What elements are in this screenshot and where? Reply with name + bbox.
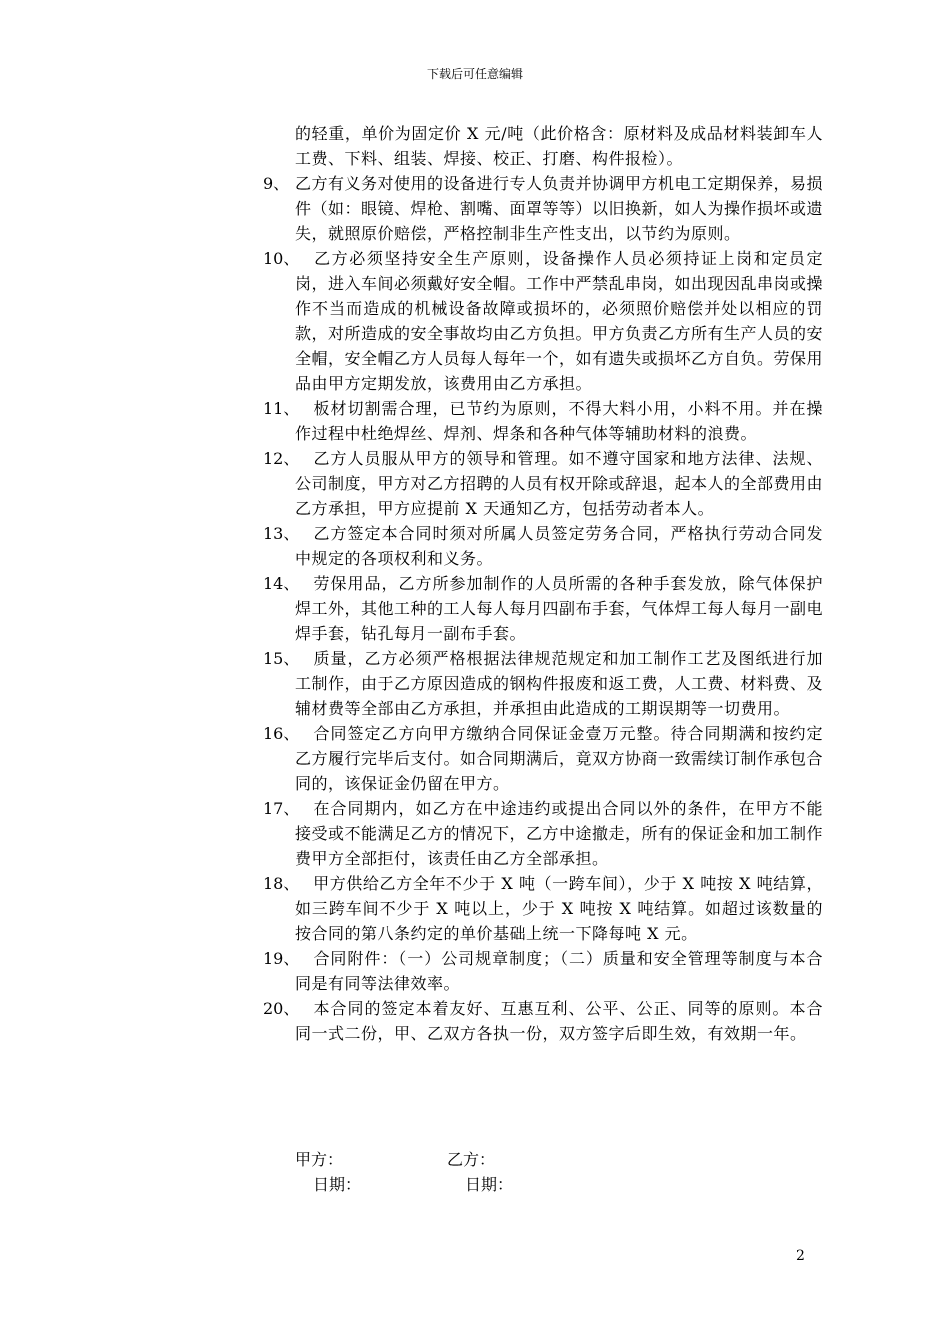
clause-number: 16、 bbox=[263, 724, 300, 743]
clause-text-body: 乙方人员服从甲方的领导和管理。如不遵守国家和地方法律、法规、公司制度，甲方对乙方招聘的人员有权开除或辞退，起本人的全部费用由乙方承担，甲方应提前 X 天通知乙方，包括劳动者本人。 bbox=[295, 449, 824, 518]
clause-text bbox=[295, 946, 823, 996]
signature-block bbox=[295, 1147, 599, 1197]
clause-text-body: 乙方必须坚持安全生产原则，设备操作人员必须持证上岗和定员定岗，进入车间必须戴好安全帽。工作中严禁乱串岗，如出现因乱串岗或操作不当而造成的机械设备故障或损坏的，必须照价赔偿并处以相应的罚款，对所造成的安全事故均由乙方负担。甲方负责乙方所有生产人员的安全帽，安全帽乙方人员每人每年一个，如有遗失或损坏乙方自负。劳保用品由甲方定期发放，该费用由乙方承担。 bbox=[295, 249, 824, 393]
clause-number: 19、 bbox=[263, 949, 300, 968]
clause-number: 11、 bbox=[263, 399, 300, 418]
clause-text-body: 甲方供给乙方全年不少于 X 吨（一跨车间），少于 X 吨按 X 吨结算，如三跨车间不少于 X 吨以上，少于 X 吨按 X 吨结算。如超过该数量的按合同的第八条约定的单价基础上统一下降每吨 X 元。 bbox=[295, 874, 823, 943]
clause-number: 18、 bbox=[263, 874, 300, 893]
clause-19 bbox=[263, 946, 823, 996]
party-a-label: 甲方： bbox=[295, 1150, 344, 1169]
clause-12 bbox=[263, 446, 823, 521]
clause-14 bbox=[263, 571, 823, 646]
clause-text bbox=[295, 721, 823, 796]
clause-text-body: 质量，乙方必须严格根据法律规范规定和加工制作工艺及图纸进行加工制作，由于乙方原因造成的钢构件报废和返工费，人工费、材料费、及辅材费等全部由乙方承担，并承担由此造成的工期误期等一切费用。 bbox=[295, 649, 824, 718]
clause-number: 10、 bbox=[263, 249, 300, 268]
clause-number: 15、 bbox=[263, 649, 300, 668]
clause-18 bbox=[263, 871, 823, 946]
clause-number: 14、 bbox=[263, 574, 300, 593]
page-header: 下载后可任意编辑 bbox=[426, 67, 523, 81]
clause-text-body: 乙方签定本合同时须对所属人员签定劳务合同，严格执行劳动合同发中规定的各项权利和义务。 bbox=[295, 524, 823, 568]
clause-text: 乙方有义务对使用的设备进行专人负责并协调甲方机电工定期保养，易损件（如：眼镜、焊枪、割嘴、面罩等等）以旧换新，如人为操作损坏或遗失，就照原价赔偿，严格控制非生产性支出，以节约为原则。 bbox=[295, 174, 824, 243]
date-a-label: 日期： bbox=[313, 1175, 362, 1194]
clause-text-body: 合同附件：（一）公司规章制度；（二）质量和安全管理等制度与本合同是有同等法律效率。 bbox=[295, 949, 823, 993]
clause-text-body: 合同签定乙方向甲方缴纳合同保证金壹万元整。待合同期满和按约定乙方履行完毕后支付。如合同期满后，竟双方协商一致需续订制作承包合同的，该保证金仍留在甲方。 bbox=[295, 724, 824, 793]
clause-text bbox=[295, 871, 823, 946]
clause-text bbox=[295, 446, 823, 521]
clause-text-body: 在合同期内，如乙方在中途违约或提出合同以外的条件，在甲方不能接受或不能满足乙方的情况下，乙方中途撤走，所有的保证金和加工制作费甲方全部拒付，该责任由乙方全部承担。 bbox=[295, 799, 824, 868]
clause-9 bbox=[263, 171, 823, 246]
clause-text bbox=[295, 571, 823, 646]
date-b-label: 日期： bbox=[465, 1175, 514, 1194]
clause-10 bbox=[263, 246, 823, 396]
contract-body bbox=[263, 121, 823, 1046]
clause-text bbox=[295, 246, 823, 396]
clause-16 bbox=[263, 721, 823, 796]
clause-text bbox=[295, 796, 823, 871]
clause-number: 20、 bbox=[263, 999, 300, 1018]
intro-paragraph: 的轻重，单价为固定价 X 元/吨（此价格含：原材料及成品材料装卸车人工费、下料、组装、焊接、校正、打磨、构件报检）。 bbox=[295, 124, 823, 168]
clause-text-body: 本合同的签定本着友好、互惠互利、公平、公正、同等的原则。本合同一式二份，甲、乙双方各执一份，双方签字后即生效，有效期一年。 bbox=[295, 999, 823, 1043]
clause-text bbox=[295, 396, 823, 446]
clause-number: 9、 bbox=[263, 174, 290, 193]
clause-text bbox=[295, 521, 823, 571]
clause-20 bbox=[263, 996, 823, 1046]
clause-15 bbox=[263, 646, 823, 721]
clause-number: 17、 bbox=[263, 799, 300, 818]
signature-dates-row bbox=[295, 1172, 599, 1197]
clause-13 bbox=[263, 521, 823, 571]
clause-17 bbox=[263, 796, 823, 871]
clause-11 bbox=[263, 396, 823, 446]
clause-number: 13、 bbox=[263, 524, 300, 543]
signature-parties-row bbox=[295, 1147, 599, 1172]
clause-text bbox=[295, 996, 823, 1046]
clause-text bbox=[295, 646, 823, 721]
clause-text-body: 劳保用品，乙方所参加制作的人员所需的各种手套发放，除气体保护焊工外，其他工种的工人每人每月四副布手套，气体焊工每人每月一副电焊手套，钻孔每月一副布手套。 bbox=[295, 574, 824, 643]
page-number: 2 bbox=[796, 1248, 805, 1264]
clause-text-body: 板材切割需合理，已节约为原则，不得大料小用，小料不用。并在操作过程中杜绝焊丝、焊剂、焊条和各种气体等辅助材料的浪费。 bbox=[295, 399, 823, 443]
party-b-label: 乙方： bbox=[447, 1150, 496, 1169]
clause-number: 12、 bbox=[263, 449, 300, 468]
